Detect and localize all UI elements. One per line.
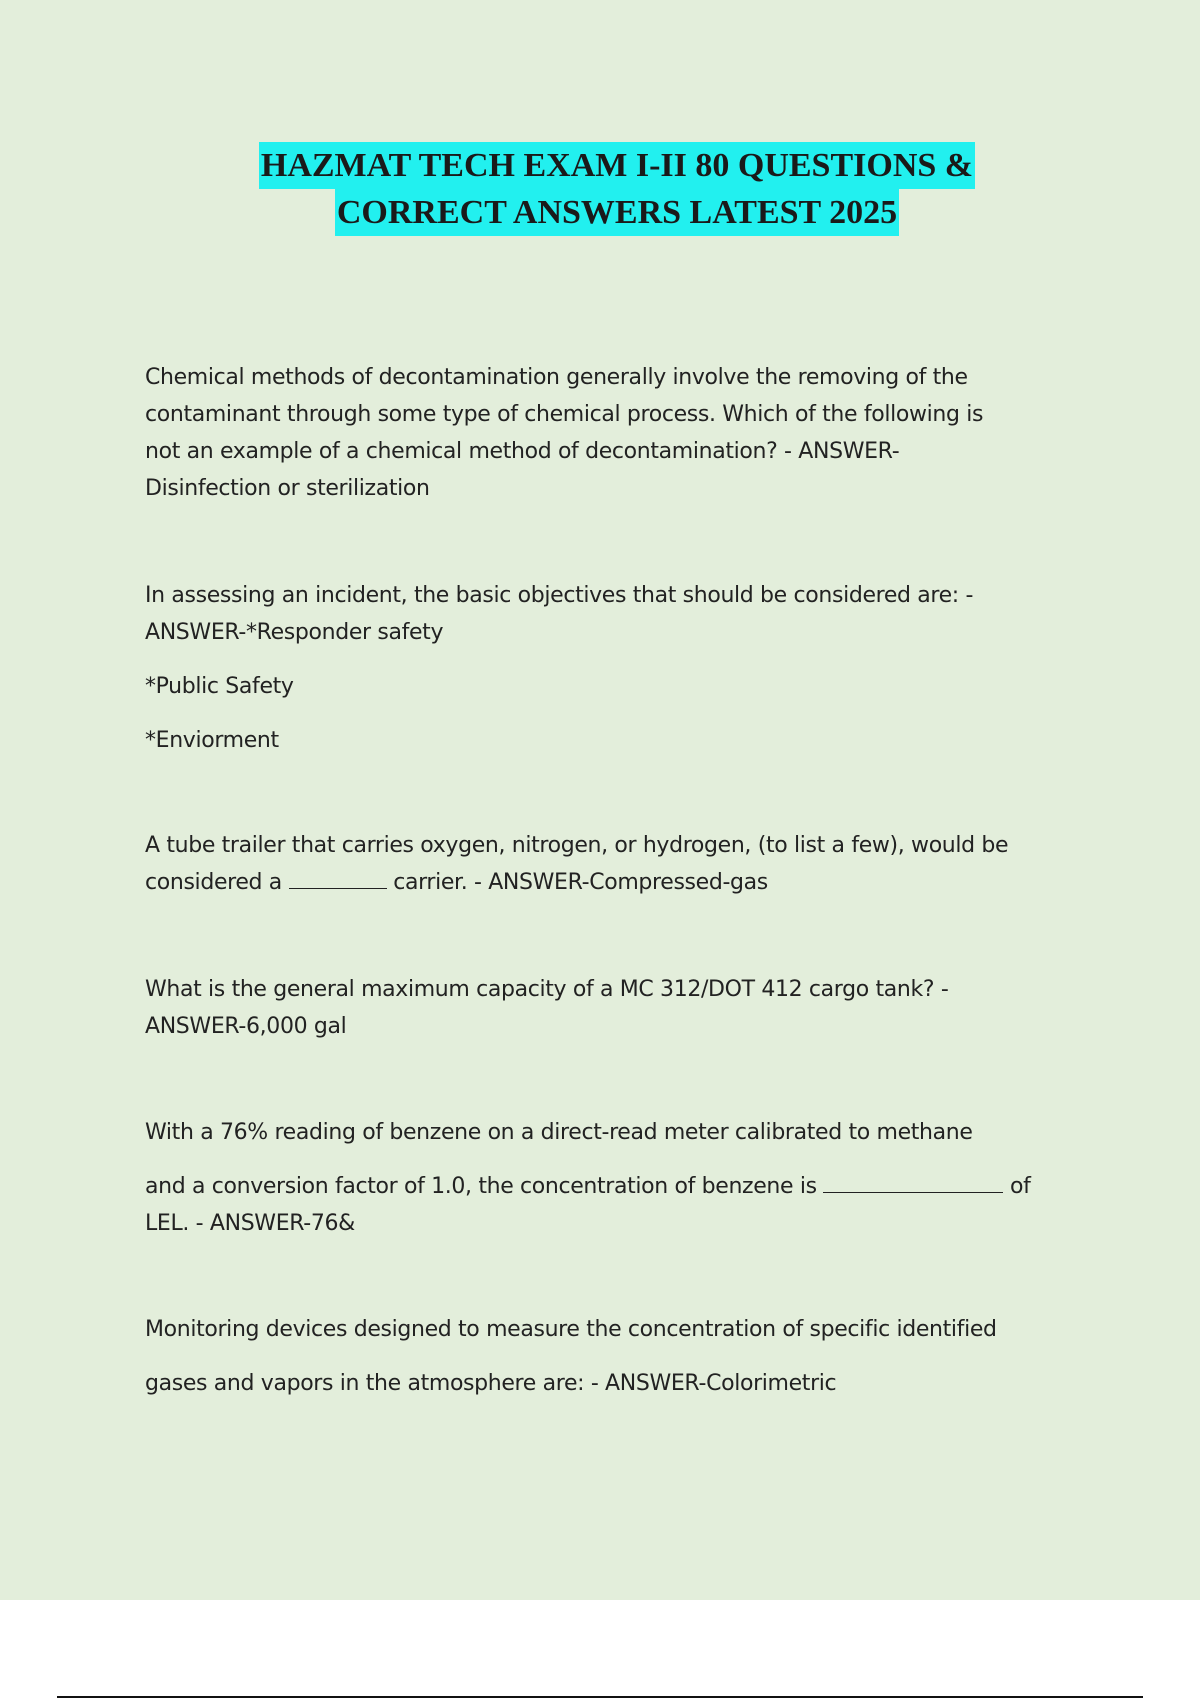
qa-item-incident-objectives <box>145 577 1095 759</box>
title-line-2: CORRECT ANSWERS LATEST 2025 <box>335 189 899 236</box>
fill-in-blank <box>823 1170 1003 1193</box>
qa-item-tube-trailer <box>145 827 1095 901</box>
qa-item-cargo-tank <box>145 971 1095 1045</box>
answer-line: gases and vapors in the atmosphere are: - ANSWER-Colorimetric <box>145 1371 837 1396</box>
qa-item-benzene-reading <box>145 1114 1095 1242</box>
question-line: In assessing an incident, the basic objectives that should be considered are: - <box>145 583 974 608</box>
document-title <box>0 142 1200 236</box>
question-text-before-blank: considered a <box>145 870 289 895</box>
question-line: Monitoring devices designed to measure the concentration of specific identified <box>145 1317 997 1342</box>
question-line: A tube trailer that carries oxygen, nitrogen, or hydrogen, (to list a few), would be <box>145 833 1009 858</box>
question-line <box>145 864 1095 901</box>
qa-item-monitoring-devices <box>145 1311 1095 1402</box>
question-line: not an example of a chemical method of decontamination? - ANSWER- <box>145 439 900 464</box>
question-line: contaminant through some type of chemical process. Which of the following is <box>145 402 984 427</box>
title-line-1: HAZMAT TECH EXAM I-II 80 QUESTIONS & <box>259 142 975 189</box>
answer-line: ANSWER-6,000 gal <box>145 1014 347 1039</box>
question-line: Chemical methods of decontamination generally involve the removing of the <box>145 365 968 390</box>
answer-line: LEL. - ANSWER-76& <box>145 1211 355 1236</box>
question-line: What is the general maximum capacity of a MC 312/DOT 412 cargo tank? - <box>145 977 949 1002</box>
question-line: With a 76% reading of benzene on a direct-read meter calibrated to methane <box>145 1120 973 1145</box>
fill-in-blank <box>289 866 387 889</box>
answer-line: Disinfection or sterilization <box>145 476 430 501</box>
answer-line: ANSWER-*Responder safety <box>145 620 444 645</box>
footer-divider <box>57 1696 1143 1698</box>
question-text-after-blank: carrier. - ANSWER-Compressed-gas <box>386 870 768 895</box>
answer-list-item: *Enviorment <box>145 728 279 753</box>
question-text-before-blank: and a conversion factor of 1.0, the concentration of benzene is <box>145 1174 824 1199</box>
question-line <box>145 1168 1095 1205</box>
question-text-after-blank: of <box>1003 1174 1031 1199</box>
qa-item-decontamination <box>145 359 1095 507</box>
answer-list-item: *Public Safety <box>145 674 294 699</box>
